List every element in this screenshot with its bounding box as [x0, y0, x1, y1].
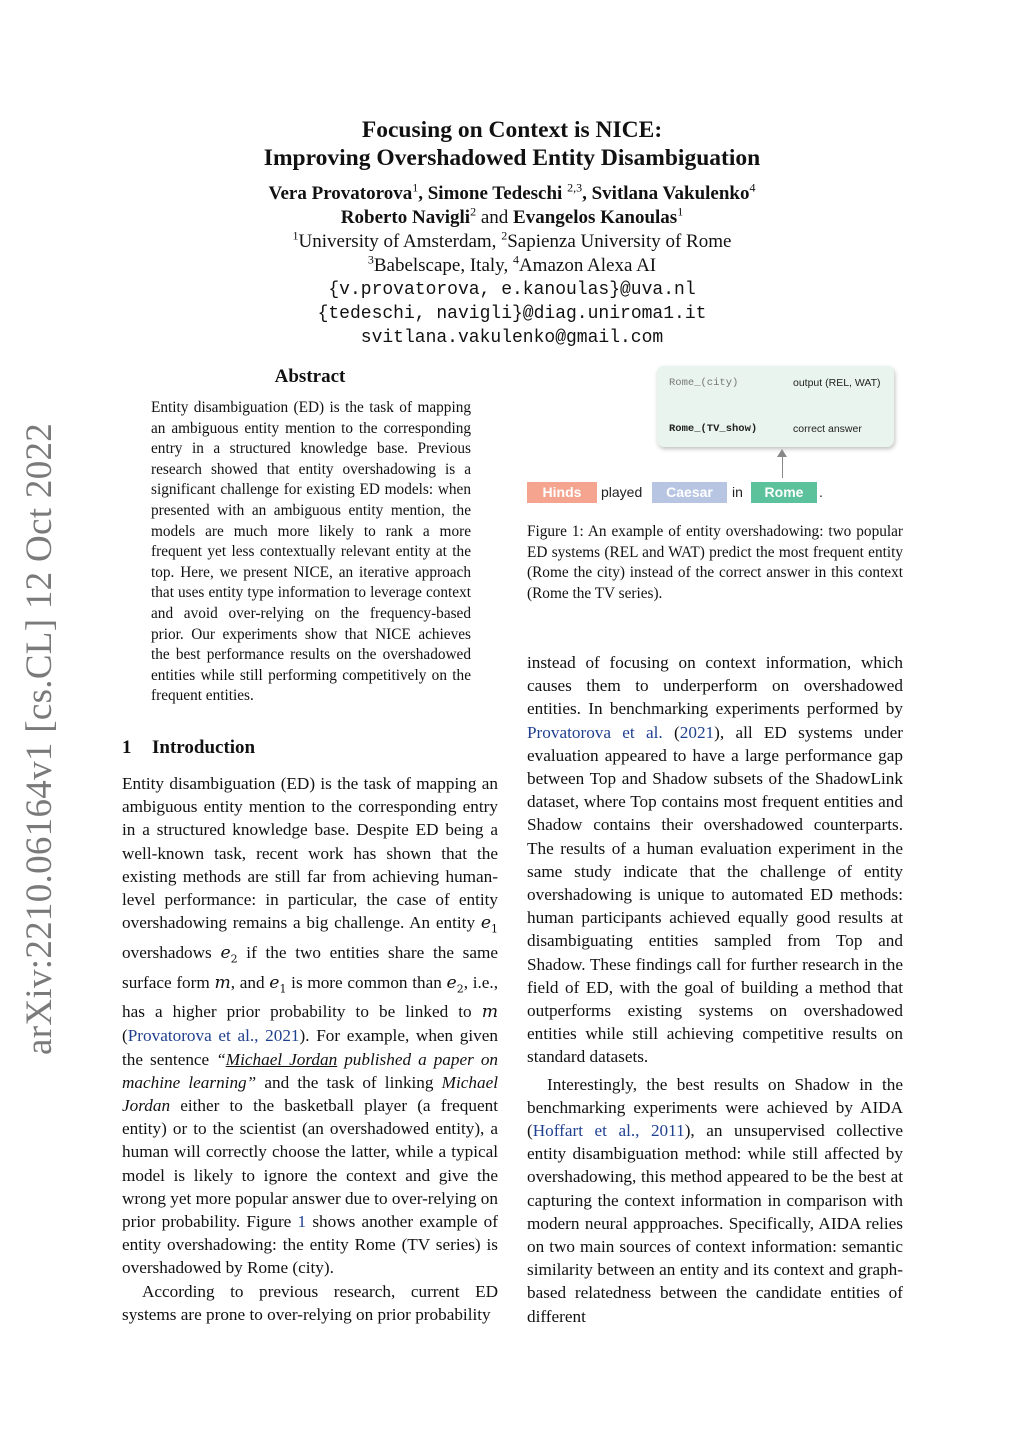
arrow-shaft — [782, 456, 783, 478]
affiliation-line-1 — [0, 230, 1024, 254]
abstract-text: Entity disambiguation (ED) is the task of mapping an ambiguous entity mention to the corresponding entry in a structured knowledge base. Previous research showed that entity overshadowing is a significant challenge for existing ED models: when presented with an ambiguous entity mention, the models are much more likely to rank a more frequent yet less contextually relevant entity at the top. Here, we present NICE, an iterative approach that uses entity type information to leverage context and avoid over-relying on the frequency-based prior. Our experiments show that NICE achieves the best performance results on the overshadowed entities while still performing competitively on the frequent entities. — [151, 399, 471, 705]
affiliation-text: Amazon Alexa AI — [518, 255, 657, 276]
author-conjunction: and — [480, 207, 509, 228]
affil-mark: 4 — [512, 252, 519, 267]
token-hinds: Hinds — [527, 482, 597, 503]
affil-mark: 1 — [292, 228, 299, 243]
math-e2: $e_2$ — [446, 972, 464, 995]
candidate-city: Rome_(city) — [669, 377, 739, 389]
author-name: Vera Provatorova — [268, 183, 413, 204]
author-affil-mark: 2 — [470, 204, 477, 219]
author-affil-mark: 1 — [677, 204, 684, 219]
token-rome: Rome — [751, 482, 817, 503]
author-name: Svitlana Vakulenko — [591, 183, 750, 204]
author-name: Simone Tedeschi — [427, 183, 563, 204]
affiliation-text: Sapienza University of Rome — [507, 231, 732, 252]
author-block — [0, 182, 1024, 350]
math-e1: $e_1$ — [480, 913, 498, 936]
title-line-2: Improving Overshadowed Entity Disambiguation — [263, 145, 761, 171]
arxiv-identifier: arXiv:2210.06164v1 [cs.CL] 12 Oct 2022 — [19, 422, 60, 1055]
candidate-tv-show-note: correct answer — [793, 423, 862, 435]
figure-candidate-box — [657, 366, 894, 447]
token-period: . — [819, 484, 823, 500]
math-m: m — [214, 972, 231, 993]
example-quote: “Michael Jordan published a paper on machine learning” — [122, 1049, 499, 1092]
figure-ref-link[interactable]: 1 — [297, 1211, 307, 1231]
section-heading — [122, 737, 255, 759]
affiliation-line-2 — [0, 254, 1024, 278]
author-name: Evangelos Kanoulas — [513, 207, 678, 228]
affil-mark: 3 — [367, 252, 374, 267]
right-paragraph-1: instead of focusing on context information, which causes them to underperform on overshadowed entities. In benchmarking experiments performed by Provatorova et al. (2021), all ED systems under evaluation appeared to have a large performance gap between Top and Shadow subsets of the ShadowLink dataset, where Top contains most frequent entities and Shadow contains their overshadowed counterparts. The results of a human evaluation experiment in the same study indicate that the challenge of entity overshadowing is unique to automated ED methods: human participants achieved equally good results at disambiguating entities sampled from Top and Shadow. These findings call for further research in the field of ED, with the goal of building a method that outperforms existing systems on overshadowed entities while still achieving competitive results on standard datasets. — [527, 653, 903, 1067]
math-e1: $e_1$ — [269, 972, 287, 995]
author-name: Roberto Navigli — [340, 207, 471, 228]
citation-link[interactable]: Hoffart et al., 2011 — [532, 1121, 685, 1141]
figure-caption: Figure 1: An example of entity overshadowing: two popular ED systems (REL and WAT) predict the most frequent entity (Rome the city) instead of the correct answer in this context (Rome the TV series). — [527, 523, 903, 602]
author-affil-mark: 4 — [749, 180, 756, 195]
candidate-city-note: output (REL, WAT) — [793, 377, 881, 389]
affil-mark: 2 — [501, 228, 508, 243]
authors-line-1: Vera Provatorova$^1$, Simone Tedeschi $^{2,3}$, Svitlana Vakulenko$^4$ — [268, 180, 756, 204]
citation-link[interactable]: Provatorova et al., 2021 — [127, 1026, 300, 1046]
math-m: m — [481, 1002, 498, 1023]
intro-paragraph-1: Entity disambiguation (ED) is the task of mapping an ambiguous entity mention to the corresponding entry in a structured knowledge base. Despite ED being a well-known task, recent work has shown that the existing methods are still far from achieving human-level performance: in particular, the case of entity overshadowing remains a big challenge. An entity $e_1$ overshadows $e_2$ if the two entities share the same surface form m, and $e_1$ is more common than $e_2$, i.e., has a higher prior probability to be linked to m (Provatorova et al., 2021). For example, when given the sentence “Michael Jordan published a paper on machine learning” and the task of linking Michael Jordan either to the basketball player (a frequent entity) or to the scientist (an overshadowed entity), a human will correctly choose the latter, while a typical model is likely to ignore the context and give the wrong yet more popular answer due to over-relying on prior probability. Figure 1 shows another example of entity overshadowing: the entity Rome (TV series) is overshadowed by Rome (city). — [122, 774, 499, 1278]
math-e2: $e_2$ — [220, 942, 238, 966]
author-affil-mark: 1 — [412, 180, 419, 195]
paper-title — [0, 116, 1024, 172]
email-line-2: {tedeschi, navigli}@diag.uniroma1.it — [317, 304, 707, 324]
token-played: played — [601, 484, 643, 500]
abstract-heading: Abstract — [274, 366, 346, 387]
affiliation-text: University of Amsterdam, — [298, 231, 502, 252]
intro-paragraph-2: According to previous research, current ED systems are prone to over-relying on prior probability — [122, 1281, 498, 1324]
title-line-1: Focusing on Context is NICE: — [361, 117, 663, 143]
right-column-text — [527, 651, 903, 1328]
token-in: in — [732, 484, 743, 500]
author-affil-mark: 2,3 — [567, 180, 583, 195]
authors-line-2 — [0, 206, 1024, 230]
citation-year-link[interactable]: 2021 — [679, 722, 715, 742]
right-paragraph-2: Interestingly, the best results on Shadow in the benchmarking experiments were achieved by AIDA (Hoffart et al., 2011), an unsupervised collective entity disambiguation method: while still affected by overshadowing, this method appeared to be the best at capturing the context information in comparison with modern neural appproaches. Specifically, AIDA relies on two main sources of context information: semantic similarity between an entity and its context and graph-based relatedness between the candidate entities of different — [527, 1074, 903, 1326]
section-title: Introduction — [152, 737, 256, 758]
candidate-tv-show: Rome_(TV_show) — [669, 423, 758, 435]
email-line-3: svitlana.vakulenko@gmail.com — [360, 328, 664, 348]
affiliation-text: Babelscape, Italy, — [373, 255, 513, 276]
left-column-text — [122, 772, 498, 1326]
token-caesar: Caesar — [652, 482, 727, 503]
email-line-1: {v.provatorova, e.kanoulas}@uva.nl — [328, 280, 696, 300]
citation-link[interactable]: Provatorova et al. — [527, 722, 663, 742]
section-number: 1 — [122, 737, 132, 758]
